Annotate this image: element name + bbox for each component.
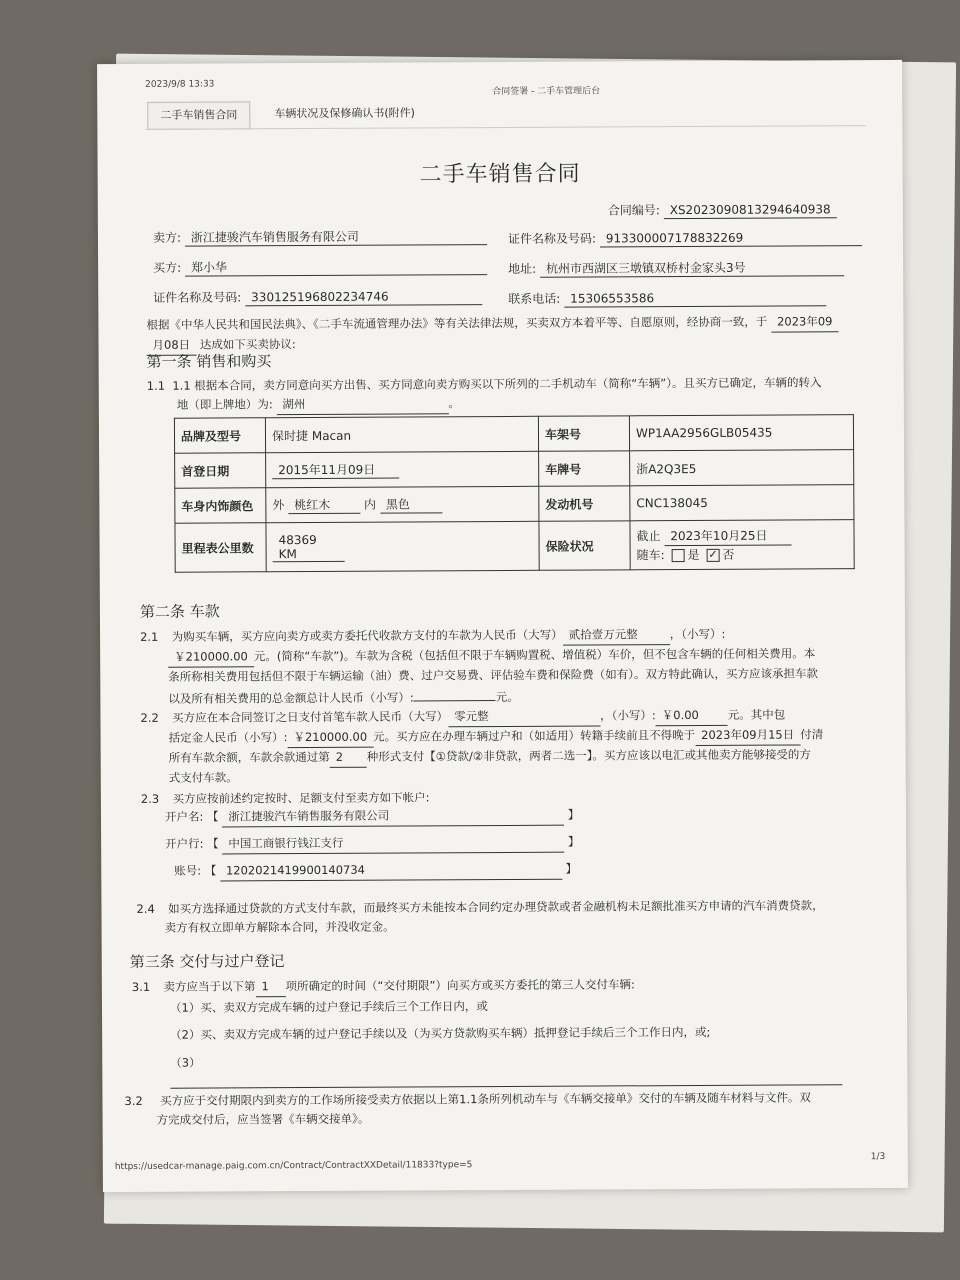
balance-due-date: 2023年09月15日 bbox=[695, 725, 800, 746]
vehicle-table bbox=[174, 414, 855, 573]
vehicle-vin: WP1AA2956GLB05435 bbox=[629, 415, 853, 451]
tab-sales-contract[interactable]: 二手车销售合同 bbox=[147, 101, 250, 130]
clause-2-4: 2.4 如买方选择通过贷款的方式支付车款，而最终买方未能按本合同约定办理贷款或者金融机构未足额批准买方申请的汽车消费贷款， 卖方有权立即单方解除本合同，并没收定金。 bbox=[136, 898, 824, 935]
buyer-address: 杭州市西湖区三墩镇双桥村金家头3号 bbox=[540, 258, 844, 278]
table-row: 首登日期 2015年11月09日 车牌号 浙A2Q3E5 bbox=[175, 450, 854, 489]
delivery-option-2: （2）买、卖双方完成车辆的过户登记手续以及（为买方贷款购买车辆）抵押登记手续后三个工作日内，或; bbox=[170, 1024, 711, 1042]
account-name-row: 开户名: 【 浙江捷骏汽车销售服务有限公司 】 bbox=[165, 806, 579, 828]
vehicle-engine-number: CNC138045 bbox=[630, 485, 854, 521]
intro-paragraph: 根据《中华人民共和国民法典》、《二手车流通管理办法》等有关法律法规，买卖双方本着平等、自愿原则，经协商一致，于 2023年09 月08日 达成如下买卖协议: bbox=[146, 312, 866, 356]
price-in-figures: ￥210000.00 bbox=[168, 647, 254, 667]
delivery-option-1: （1）买、卖双方完成车辆的过户登记手续后三个工作日内，或 bbox=[169, 999, 488, 1015]
vehicle-first-registration: 2015年11月09日 bbox=[272, 461, 399, 480]
seller-row: 卖方: 浙江捷骏汽车销售服务有限公司 bbox=[153, 227, 487, 247]
contract-number: XS2023090813294640938 bbox=[664, 202, 837, 219]
seller-name: 浙江捷骏汽车销售服务有限公司 bbox=[185, 227, 487, 247]
clause-2-1: 2.1 为购买车辆，买方应向卖方或卖方委托代收款方支付的车款为人民币（大写） 贰拾壹万元整 ，（小写）: ￥210000.00 元。(简称“车款”)。车款为含税（包括但不限于车辆购置税、增值税）车价，但不包含车辆的任何相关费用。本 条所称相关费用包括但不限于车辆运输（油）费、过户交易费、评估验车费和保险费（如有）。双方特此确认，买方应该承担车款 以及所有相关费用的总金额总计人民币（小写）: 元。 bbox=[140, 626, 819, 706]
account-number: 1202021419900140734 bbox=[220, 860, 562, 882]
tab-divider bbox=[145, 125, 865, 130]
section-2-heading: 第二条 车款 bbox=[139, 602, 220, 621]
buyer-id: 330125196802234746 bbox=[245, 289, 482, 306]
bank-name: 中国工商银行钱江支行 bbox=[222, 833, 564, 855]
buyer-phone: 15306553586 bbox=[564, 290, 826, 307]
buyer-id-row: 证件名称及号码: 330125196802234746 bbox=[153, 287, 482, 307]
delivery-option-number: 1 bbox=[255, 977, 285, 997]
contract-number-row: 合同编号: XS2023090813294640938 bbox=[608, 200, 837, 219]
total-amount bbox=[414, 685, 496, 701]
seller-id: 913300007178832269 bbox=[600, 230, 862, 247]
address-row: 地址: 杭州市西湖区三墩镇双桥村金家头3号 bbox=[508, 258, 844, 278]
exterior-color: 桃红木 bbox=[288, 496, 360, 514]
interior-color: 黑色 bbox=[380, 495, 442, 513]
print-datetime: 2023/9/8 13:33 bbox=[145, 79, 215, 90]
table-row: 车身内饰颜色 外 桃红木 内 黑色 发动机号 CNC138045 bbox=[175, 485, 854, 524]
phone-row: 联系电话: 15306553586 bbox=[508, 288, 826, 308]
contract-page bbox=[97, 60, 908, 1192]
print-url: https://usedcar-manage.paig.com.cn/Contract/ContractXXDetail/11833?type=5 bbox=[114, 1160, 473, 1173]
registration-place: 湖州 bbox=[276, 394, 448, 415]
vehicle-mileage: 48369 KM bbox=[273, 532, 345, 561]
payment-method-number: 2 bbox=[330, 748, 367, 768]
page-number: 1/3 bbox=[870, 1152, 886, 1163]
first-payment-in-figures: ￥0.00 bbox=[656, 706, 728, 726]
delivery-option-3: （3） bbox=[170, 1050, 870, 1095]
account-number-row: 账号: 【 1202021419900140734 】 bbox=[174, 860, 577, 882]
insurance-expiry: 2023年10月25日 bbox=[664, 526, 791, 546]
price-in-words: 贰拾壹万元整 bbox=[563, 625, 670, 646]
clause-2-3: 2.3 买方应按前述约定按时、足额支付至卖方如下帐户: bbox=[140, 790, 430, 806]
first-payment-in-words: 零元整 bbox=[448, 706, 600, 727]
seller-id-row: 证件名称及号码: 913300007178832269 bbox=[508, 228, 862, 248]
section-3-heading: 第三条 交付与过户登记 bbox=[129, 952, 285, 971]
deposit-amount: ￥210000.00 bbox=[287, 728, 373, 748]
section-1-heading: 第一条 销售和购买 bbox=[146, 352, 272, 371]
tab-vehicle-condition[interactable]: 车辆状况及保修确认书(附件) bbox=[274, 106, 415, 121]
insurance-with-car-no-checkbox bbox=[706, 548, 719, 561]
buyer-name: 郑小华 bbox=[185, 257, 487, 277]
vehicle-brand: 保时捷 Macan bbox=[265, 416, 538, 452]
page-title: 合同签署 - 二手车管理后台 bbox=[492, 86, 601, 98]
contract-title: 二手车销售合同 bbox=[419, 161, 581, 188]
clause-1-1: 1.1 1.1 根据本合同，卖方同意向买方出售、买方同意向卖方购买以下所列的二手机动车（简称“车辆”）。且买方已确定，车辆的转入 地（即上牌地）为: 湖州 。 bbox=[147, 373, 867, 416]
vehicle-plate: 浙A2Q3E5 bbox=[630, 450, 854, 486]
insurance-with-car-yes-checkbox bbox=[671, 549, 684, 562]
table-row: 里程表公里数 48369 KM 保险状况 截止 2023年10月25日 随车: 是 ✓ 否 bbox=[175, 520, 854, 573]
delivery-option-3-blank bbox=[170, 1069, 842, 1089]
clause-3-2: 3.2 买方应于交付期限内到卖方的工作场所接受卖方依据以上第1.1条所列机动车与《车辆交接单》交付的车辆及随车材料与文件。双 方完成交付后，应当签署《车辆交接单》。 bbox=[124, 1090, 811, 1127]
table-row: 品牌及型号 保时捷 Macan 车架号 WP1AA2956GLB05435 bbox=[174, 415, 853, 454]
clause-2-2: 2.2 买方应在本合同签订之日支付首笔车款人民币（大写） 零元整 ，（小写）: ￥0.00 元。其中包 括定金人民币（小写）: ￥210000.00 元。买方应在办理车辆过户和（如适用）转籍手续前且不得晚于 2023年09月15日 付清 所有车款余额，车款余款通过第 2 种形式支付【①贷款/②非贷款，两者二选一】。买方应该以电汇或其他卖方能够接受的方 式支付车款。 bbox=[140, 707, 824, 785]
buyer-row: 买方: 郑小华 bbox=[153, 257, 487, 277]
bank-row: 开户行: 【 中国工商银行钱江支行 】 bbox=[165, 833, 579, 855]
account-name: 浙江捷骏汽车销售服务有限公司 bbox=[222, 806, 564, 828]
clause-3-1: 3.1 卖方应当于以下第 1 项所确定的时间（“交付期限”）向买方或买方委托的第三人交付车辆: bbox=[132, 974, 882, 998]
